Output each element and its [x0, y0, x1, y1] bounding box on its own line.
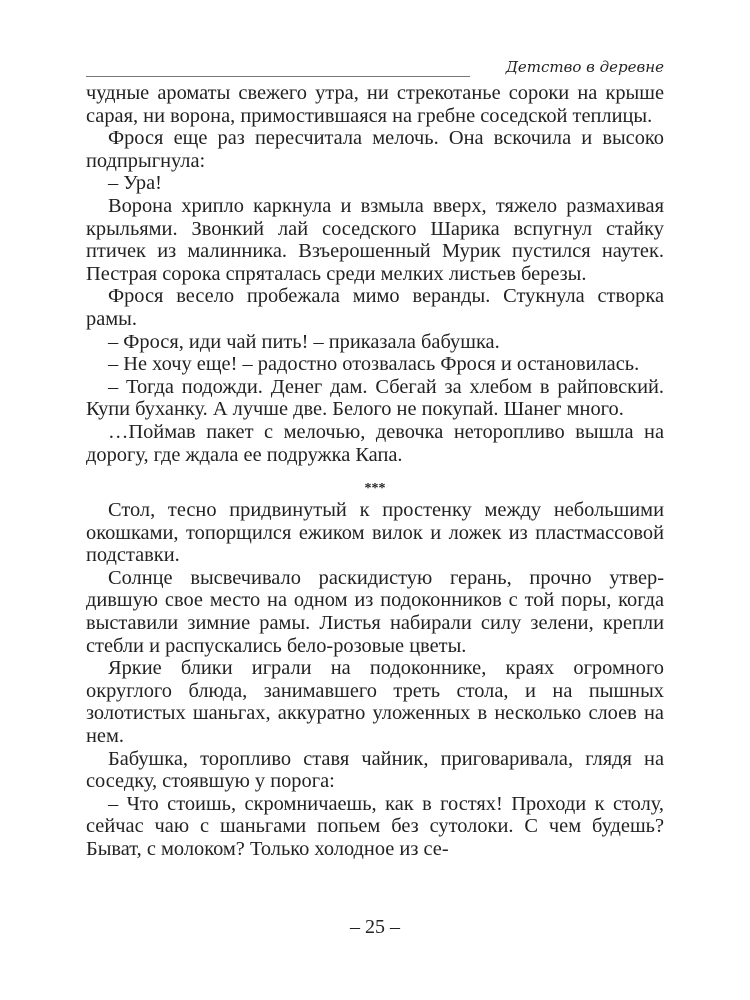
paragraph: чудные ароматы свежего утра, ни стрекотанье сороки на крыше сарая, ни ворона, примостившаяся на гребне соседской теплицы.: [86, 82, 664, 127]
paragraph: – Тогда подожди. Денег дам. Сбегай за хлебом в райповский. Купи буханку. А лучше две. Белого не покупай. Шанег много.: [86, 375, 664, 421]
book-page: [86, 0, 664, 1000]
running-header: [86, 58, 664, 80]
paragraph: – Что стоишь, скромничаешь, как в гостях! Проходи к столу, сейчас чаю с шаньгами попьем без сутолоки. С чем будешь? Быват, с молоком? Только холодное из се-: [86, 792, 664, 860]
header-rule: [86, 76, 470, 77]
paragraph: – Не хочу еще! – радостно отозвалась Фрося и остановилась.: [108, 353, 640, 376]
paragraph: Ворона хрипло каркнула и взмыла вверх, тяжело размахивая крыльями. Звонкий лай соседского Шарика вспугнул стайку птичек из малинника. Взъерошенный Мурик пустился наутек. Пестрая сорока спряталась среди мелких листьев березы.: [86, 194, 664, 285]
paragraph: – Фрося, иди чай пить! – приказала бабушка.: [108, 330, 500, 353]
paragraph: Бабушка, торопливо ставя чайник, приговаривала, глядя на соседку, стоявшую у порога:: [86, 747, 664, 793]
page-body: [86, 82, 664, 861]
paragraph: Солнце высвечивало раскидистую герань, прочно утвердившую свое место на одном из подоконников с той поры, когда выставили зимние рамы. Листья набирали силу зелени, крепли стебли и распускались бело-розовые цветы.: [86, 566, 664, 657]
page-number: – 25 –: [350, 916, 400, 938]
paragraph: Стол, тесно придвинутый к простенку между небольшими окошками, топорщился ежиком вилок и ложек из пластмассовой подставки.: [86, 499, 664, 567]
paragraph: – Ура!: [108, 172, 162, 195]
paragraph: Фрося еще раз пересчитала мелочь. Она вскочила и высоко подпрыгнула:: [86, 127, 664, 172]
section-separator: ***: [364, 481, 386, 497]
paragraph: Яркие блики играли на подоконнике, краях огромного округлого блюда, занимавшего треть стола, и на пышных золотистых шаньгах, аккуратно уложенных в несколько слоев на нем.: [86, 657, 664, 748]
paragraph: …Поймав пакет с мелочью, девочка неторопливо вышла на дорогу, где ждала ее подружка Капа.: [86, 420, 664, 466]
running-title: Детство в деревне: [505, 58, 664, 76]
paragraph: Фрося весело пробежала мимо веранды. Стукнула створка рамы.: [86, 285, 664, 330]
